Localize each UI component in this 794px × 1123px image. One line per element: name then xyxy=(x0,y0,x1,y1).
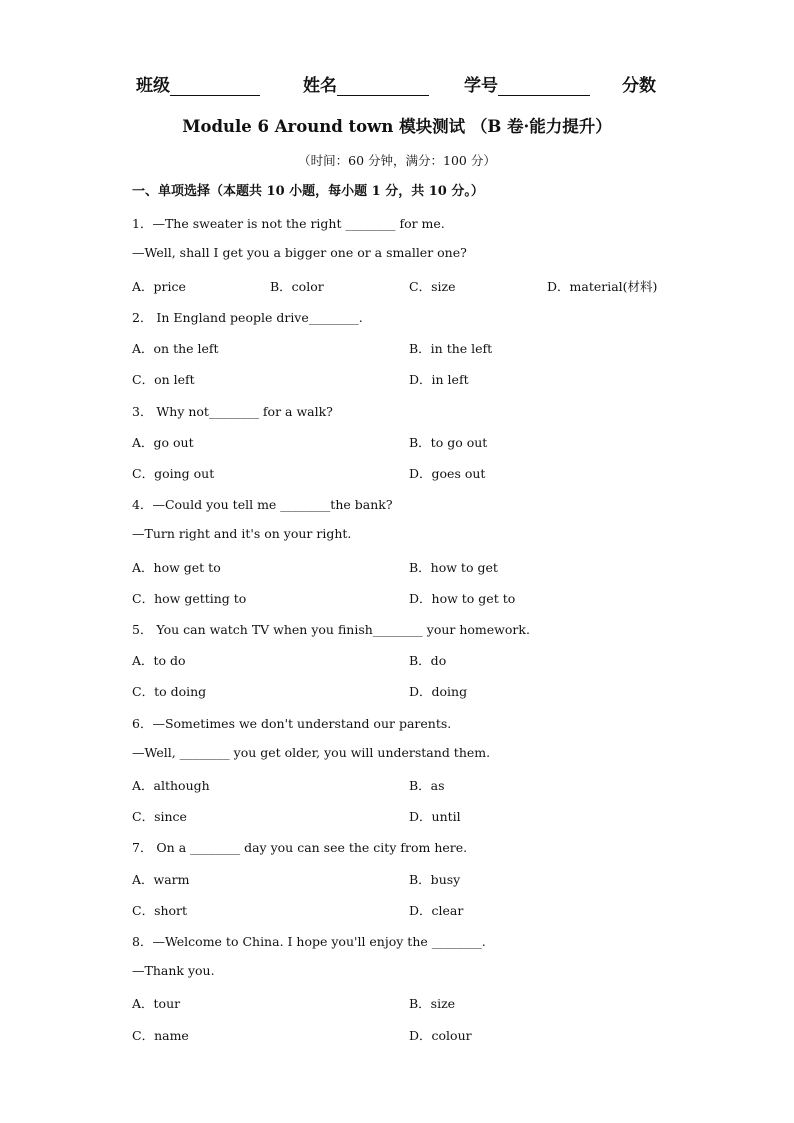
question-6-stem-2: —Well, ________ you get older, you will understand them. xyxy=(132,745,491,760)
question-7-option-d[interactable]: D．clear xyxy=(409,903,464,918)
time-info: （时间：60 分钟，满分：100 分） xyxy=(298,153,496,168)
question-5-option-d[interactable]: D．doing xyxy=(409,684,468,699)
name-label: 姓名 xyxy=(303,76,337,96)
question-4-option-a[interactable]: A．how get to xyxy=(132,560,221,575)
question-4-option-b[interactable]: B．how to get xyxy=(409,560,498,575)
name-field xyxy=(303,71,429,96)
class-label: 班级 xyxy=(136,76,170,96)
question-2-option-a[interactable]: A．on the left xyxy=(132,341,219,356)
question-2-stem: 2． In England people drive________. xyxy=(132,310,363,325)
question-1-stem-2: —Well, shall I get you a bigger one or a smaller one? xyxy=(132,245,467,260)
question-8-stem-2: —Thank you. xyxy=(132,963,215,978)
id-blank[interactable] xyxy=(498,77,590,96)
question-5-option-b[interactable]: B．do xyxy=(409,653,447,668)
class-field xyxy=(136,71,260,96)
question-8-option-c[interactable]: C．name xyxy=(132,1028,189,1043)
score-label: 分数 xyxy=(622,76,656,96)
page-title: Module 6 Around town 模块测试 （B 卷·能力提升） xyxy=(182,117,612,136)
question-8-option-b[interactable]: B．size xyxy=(409,996,456,1011)
question-4-stem-2: —Turn right and it's on your right. xyxy=(132,526,352,541)
question-4-stem: 4．—Could you tell me ________the bank? xyxy=(132,497,393,512)
name-blank[interactable] xyxy=(337,77,429,96)
id-field xyxy=(464,71,590,96)
question-1-option-a[interactable]: A．price xyxy=(132,279,186,294)
question-3-option-c[interactable]: C．going out xyxy=(132,466,215,481)
question-6-option-b[interactable]: B．as xyxy=(409,778,445,793)
question-7-option-b[interactable]: B．busy xyxy=(409,872,461,887)
question-6-option-a[interactable]: A．although xyxy=(132,778,210,793)
question-3-option-d[interactable]: D．goes out xyxy=(409,466,486,481)
question-6-option-d[interactable]: D．until xyxy=(409,809,461,824)
question-2-option-d[interactable]: D．in left xyxy=(409,372,469,387)
question-3-option-a[interactable]: A．go out xyxy=(132,435,194,450)
question-4-option-d[interactable]: D．how to get to xyxy=(409,591,516,606)
question-7-stem: 7． On a ________ day you can see the city from here. xyxy=(132,840,468,855)
question-5-option-a[interactable]: A．to do xyxy=(132,653,186,668)
question-8-option-a[interactable]: A．tour xyxy=(132,996,181,1011)
question-7-option-a[interactable]: A．warm xyxy=(132,872,190,887)
question-1-option-c[interactable]: C．size xyxy=(409,279,456,294)
id-label: 学号 xyxy=(464,76,498,96)
question-3-stem: 3． Why not________ for a walk? xyxy=(132,404,333,419)
question-4-option-c[interactable]: C．how getting to xyxy=(132,591,247,606)
question-1-option-d[interactable]: D．material(材料) xyxy=(547,279,658,294)
question-8-option-d[interactable]: D．colour xyxy=(409,1028,472,1043)
question-6-stem: 6．—Sometimes we don't understand our parents. xyxy=(132,716,452,731)
question-5-option-c[interactable]: C．to doing xyxy=(132,684,207,699)
class-blank[interactable] xyxy=(170,77,260,96)
question-1-stem: 1．—The sweater is not the right ________ for me. xyxy=(132,216,445,231)
question-6-option-c[interactable]: C．since xyxy=(132,809,187,824)
question-8-stem: 8．—Welcome to China. I hope you'll enjoy the ________. xyxy=(132,934,486,949)
question-1-option-b[interactable]: B．color xyxy=(270,279,324,294)
question-2-option-c[interactable]: C．on left xyxy=(132,372,195,387)
question-7-option-c[interactable]: C．short xyxy=(132,903,188,918)
question-5-stem: 5． You can watch TV when you finish________ your homework. xyxy=(132,622,530,637)
section-heading: 一、单项选择（本题共 10 小题，每小题 1 分，共 10 分。） xyxy=(132,184,484,199)
question-3-option-b[interactable]: B．to go out xyxy=(409,435,488,450)
question-2-option-b[interactable]: B．in the left xyxy=(409,341,493,356)
